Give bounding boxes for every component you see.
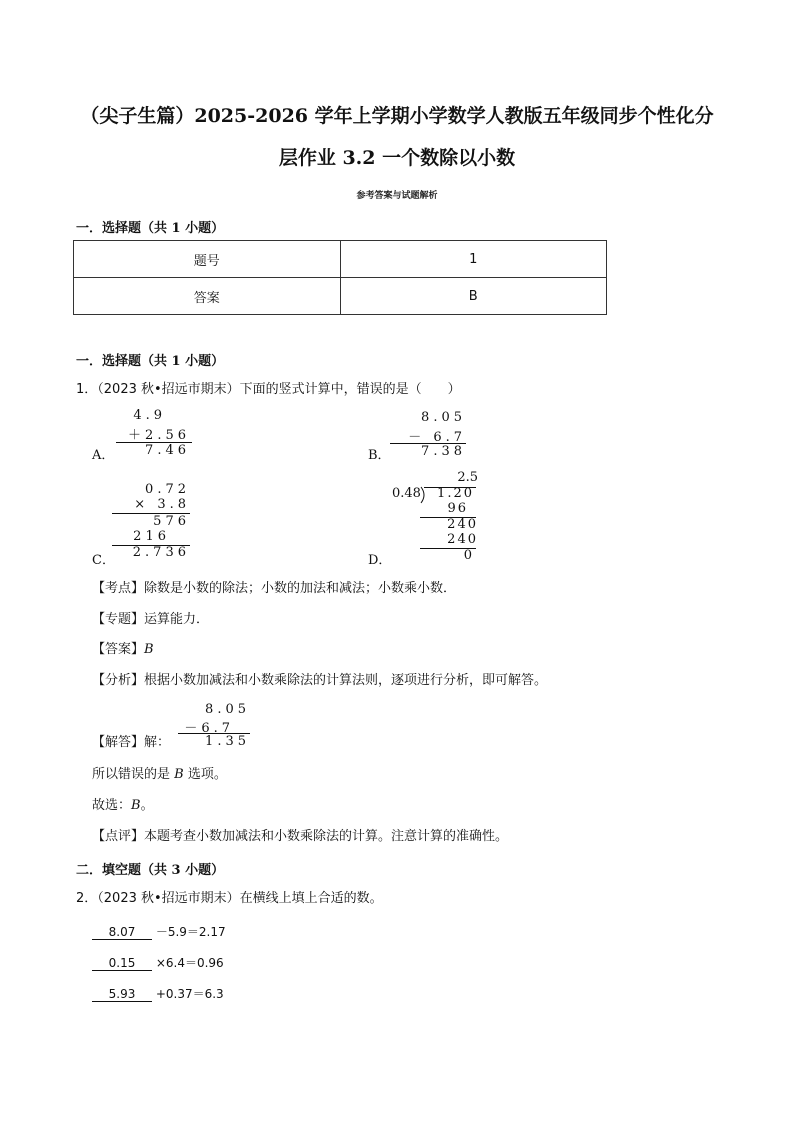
fill-blank-answer: 5.93 [92,987,152,1002]
fill-expression: －5.9＝2.17 [155,925,226,939]
fenxi-text: 根据小数加减法和小数乘除法的计算法则，逐项进行分析，即可解答。 [144,673,548,688]
dianping-text: 本题考查小数加减法和小数乘除法的计算。注意计算的准确性。 [144,829,509,844]
document-title-line2: 层作业 3.2 一个数除以小数 [278,147,516,169]
calc-result: 7.38 [421,444,466,459]
zhuanti-tag: 【专题】 [92,612,145,627]
fill-expression: ×6.4＝0.96 [155,956,224,970]
daan-text: B [144,642,154,657]
table-cell: B [340,278,607,315]
jieda-calculation [178,702,250,754]
conclusion-post: 选项。 [183,767,227,782]
table-cell: 答案 [74,278,341,315]
calc-line: 8.05 [421,410,466,425]
zhuanti-line [92,611,209,629]
kaodian-line [92,580,456,598]
fenxi-line [92,672,547,690]
calc-line: 96 [447,501,468,516]
calc-line: 4.9 [133,408,166,423]
table-row [74,278,607,315]
calc-line: 8.05 [205,702,250,717]
calc-result: 2.736 [132,545,190,560]
answer-summary-table [73,240,607,315]
fill-blank-answer: 0.15 [92,956,152,971]
question-2-text: 2．（2023 秋•招远市期末）在横线上填上合适的数。 [76,891,383,906]
jieda-tag: 【解答】 [92,735,145,750]
option-c-label: C． [92,553,115,568]
table-cell: 1 [340,241,607,278]
choose-line [92,797,154,815]
calc-result: 1.35 [205,734,250,749]
division-divisor: 0.48 [392,486,421,501]
option-a-label: A． [92,448,115,463]
calc-line: 240 [447,517,478,532]
division-quotient: 2.5 [457,470,478,485]
fenxi-tag: 【分析】 [92,673,145,688]
fill-expression: +0.37＝6.3 [155,987,224,1001]
choose-post: 。 [140,798,154,813]
kaodian-tag: 【考点】 [92,581,145,596]
jieda-text: 解： [144,735,171,750]
fill-blank-answer: 8.07 [92,925,152,940]
dianping-line [92,828,508,846]
conclusion-line [92,766,227,784]
zhuanti-text: 运算能力． [144,612,210,627]
division-dividend: 1.20 [437,486,474,501]
division-bracket-icon [420,486,428,504]
calc-line: 576 [153,514,190,529]
calc-line: ＋2.56 [128,428,190,443]
daan-tag: 【答案】 [92,642,145,657]
option-d-label: D． [368,553,392,568]
fill-item-2 [92,954,224,971]
question-1-text: 1．（2023 秋•招远市期末）下面的竖式计算中，错误的是（ ） [76,382,461,397]
fill-item-1 [92,923,226,940]
conclusion-pre: 所以错误的是 [92,767,175,782]
table-row [74,241,607,278]
section1-heading: 一．选择题（共 1 小题） [76,354,225,369]
choose-pre: 故选： [92,798,132,813]
calc-line: × 3.8 [134,497,190,512]
fill-item-3 [92,985,224,1002]
choose-var: B [131,798,141,813]
dianping-tag: 【点评】 [92,829,145,844]
kaodian-text: 除数是小数的除法；小数的加法和减法；小数乘小数． [144,581,457,596]
calc-line: －6.7 [184,721,234,736]
calc-line: 240 [447,532,478,547]
calc-line: － 6.7 [408,430,466,445]
summary-heading: 一．选择题（共 1 小题） [76,221,225,236]
section2-heading: 二．填空题（共 3 小题） [76,863,225,878]
calc-result: 7.46 [145,443,190,458]
conclusion-var: B [174,767,184,782]
document-subtitle: 参考答案与试题解析 [356,191,438,201]
daan-line [92,641,154,659]
document-title-line1: （尖子生篇）2025-2026 学年上学期小学数学人教版五年级同步个性化分 [80,105,714,127]
table-cell: 题号 [74,241,341,278]
calc-line: 0.72 [145,482,190,497]
jieda-line [92,734,170,752]
calc-line: 216 [133,529,170,544]
calc-result: 0 [463,548,472,563]
option-b-label: B． [368,448,391,463]
